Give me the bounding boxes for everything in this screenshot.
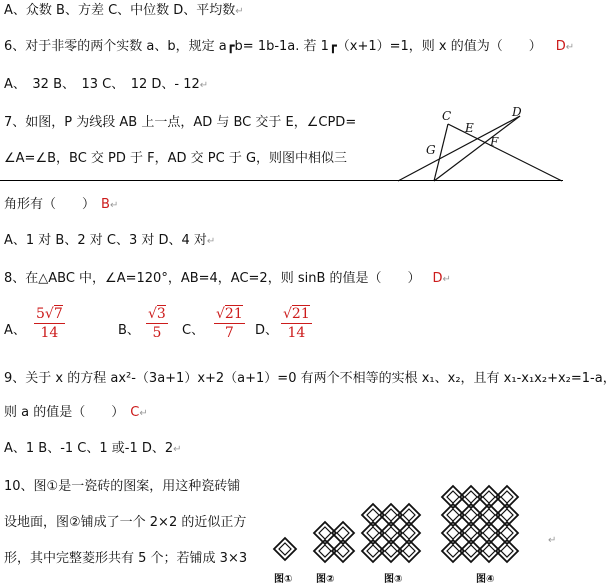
q8-c-den: 7 (224, 325, 234, 341)
q7-options (4, 232, 215, 251)
figure-3-tiles (362, 504, 420, 562)
q10-line-3 (4, 550, 247, 568)
q7-line-2 (4, 150, 347, 168)
q7-line-3 (4, 196, 118, 215)
q7-line2-text: ∠A=∠B，BC 交 PD 于 F，AD 交 PC 于 G，则图中相似三 (4, 151, 348, 166)
q8-answer: D (432, 271, 443, 286)
q5-options (4, 2, 244, 21)
q8-a-coef: 5 (36, 306, 45, 322)
label-c: C (442, 109, 452, 123)
q8-option-c-fraction: $\frac{√21}{7}$ (216, 306, 243, 341)
q7-line3-text: 角形有（ ） (4, 197, 96, 212)
q8-a-rad: 7 (53, 306, 63, 322)
q8-b-den: 5 (152, 325, 162, 341)
paragraph-mark: ↵ (109, 200, 119, 211)
q8-option-b-fraction: $\frac{√3}{5}$ (148, 306, 166, 341)
q8-b-rad: 3 (156, 306, 166, 322)
figure-4-label: 图④ (476, 574, 495, 585)
q6-text: 6、对于非零的两个实数 a、b，规定 a┏b= 1b-1a. 若 1┏（x+1）=1，则 x 的值为（ ） (4, 39, 542, 54)
q8-d-rad: 21 (291, 306, 310, 322)
q10-line3-text: 形，其中完整菱形共有 5 个；若铺成 3×3 (4, 551, 248, 566)
paragraph-mark: ↵ (548, 535, 557, 546)
q7-line-1 (4, 114, 356, 132)
figure-1-tiles (274, 538, 296, 560)
figure-3-label: 图③ (384, 574, 403, 585)
label-d: D (512, 105, 522, 119)
q5-options-text: A、众数 B、方差 C、中位数 D、平均数 (4, 3, 236, 18)
q7-figure (396, 104, 563, 184)
q7-line1-text: 7、如图，P 为线段 AB 上一点，AD 与 BC 交于 E，∠CPD= (4, 115, 357, 130)
q8-option-d-label: D、 (255, 323, 279, 338)
paragraph-mark: ↵ (139, 408, 148, 419)
q7-options-text: A、1 对 B、2 对 C、3 对 D、4 对 (4, 233, 207, 248)
paragraph-mark: ↵ (206, 236, 216, 247)
q6-options (4, 76, 208, 95)
q9-line2-text: 则 a 的值是（ ） (4, 405, 125, 420)
paragraph-mark: ↵ (173, 444, 182, 455)
label-e: E (465, 121, 474, 135)
label-f: F (490, 135, 499, 149)
figure-2-label: 图② (316, 574, 335, 585)
q6-stem (4, 38, 574, 57)
q10-line2-text: 设地面，图②铺成了一个 2×2 的近似正方 (4, 515, 247, 530)
q10-line-2 (4, 514, 246, 532)
q7-answer: B (101, 197, 110, 212)
figure-2-tiles (314, 522, 354, 562)
label-g: G (426, 143, 436, 157)
q9-line-1 (4, 370, 616, 388)
q8-stem (4, 270, 451, 289)
figure-4-tiles (442, 486, 518, 562)
q8-c-rad: 21 (224, 306, 243, 322)
q9-line-2 (4, 404, 148, 423)
tile (274, 538, 296, 560)
q10-line-1 (4, 478, 240, 496)
q8-option-d-fraction: $\frac{√21}{14}$ (283, 306, 310, 341)
q6-answer: D (555, 39, 566, 54)
paragraph-mark: ↵ (442, 274, 451, 285)
q9-options (4, 440, 182, 459)
q8-option-b-label: B、 (118, 323, 140, 338)
line-pd (434, 116, 520, 181)
q10-line1-text: 10、图①是一瓷砖的图案，用这种瓷砖铺 (4, 479, 241, 494)
paragraph-mark: ↵ (199, 80, 209, 91)
q9-line1-text: 9、关于 x 的方程 ax²-（3a+1）x+2（a+1）=0 有两个不相等的实根 x₁、x₂，且有 x₁-x₁x₂+x₂=1-a， (4, 371, 616, 386)
q10-tile-figures (266, 478, 563, 586)
line-ad (398, 116, 520, 181)
paragraph-mark: ↵ (565, 42, 575, 53)
q8-option-a-fraction: $\frac{5√7}{14}$ (36, 306, 63, 341)
q8-a-den: 14 (40, 325, 59, 341)
figure-1-label: 图① (274, 574, 293, 585)
q9-answer: C (130, 405, 140, 420)
paragraph-mark: ↵ (235, 6, 244, 17)
q8-d-den: 14 (287, 325, 306, 341)
q8-option-a-label: A、 (4, 323, 26, 338)
q8-text: 8、在△ABC 中，∠A=120°，AB=4，AC=2，则 sinB 的值是（ ） (4, 271, 421, 286)
q6-options-text: A、 32 B、 13 C、 12 D、- 12 (4, 77, 200, 92)
q8-option-c-label: C、 (182, 323, 205, 338)
section-divider (0, 180, 563, 181)
q9-options-text: A、1 B、-1 C、1 或-1 D、2 (4, 441, 174, 456)
